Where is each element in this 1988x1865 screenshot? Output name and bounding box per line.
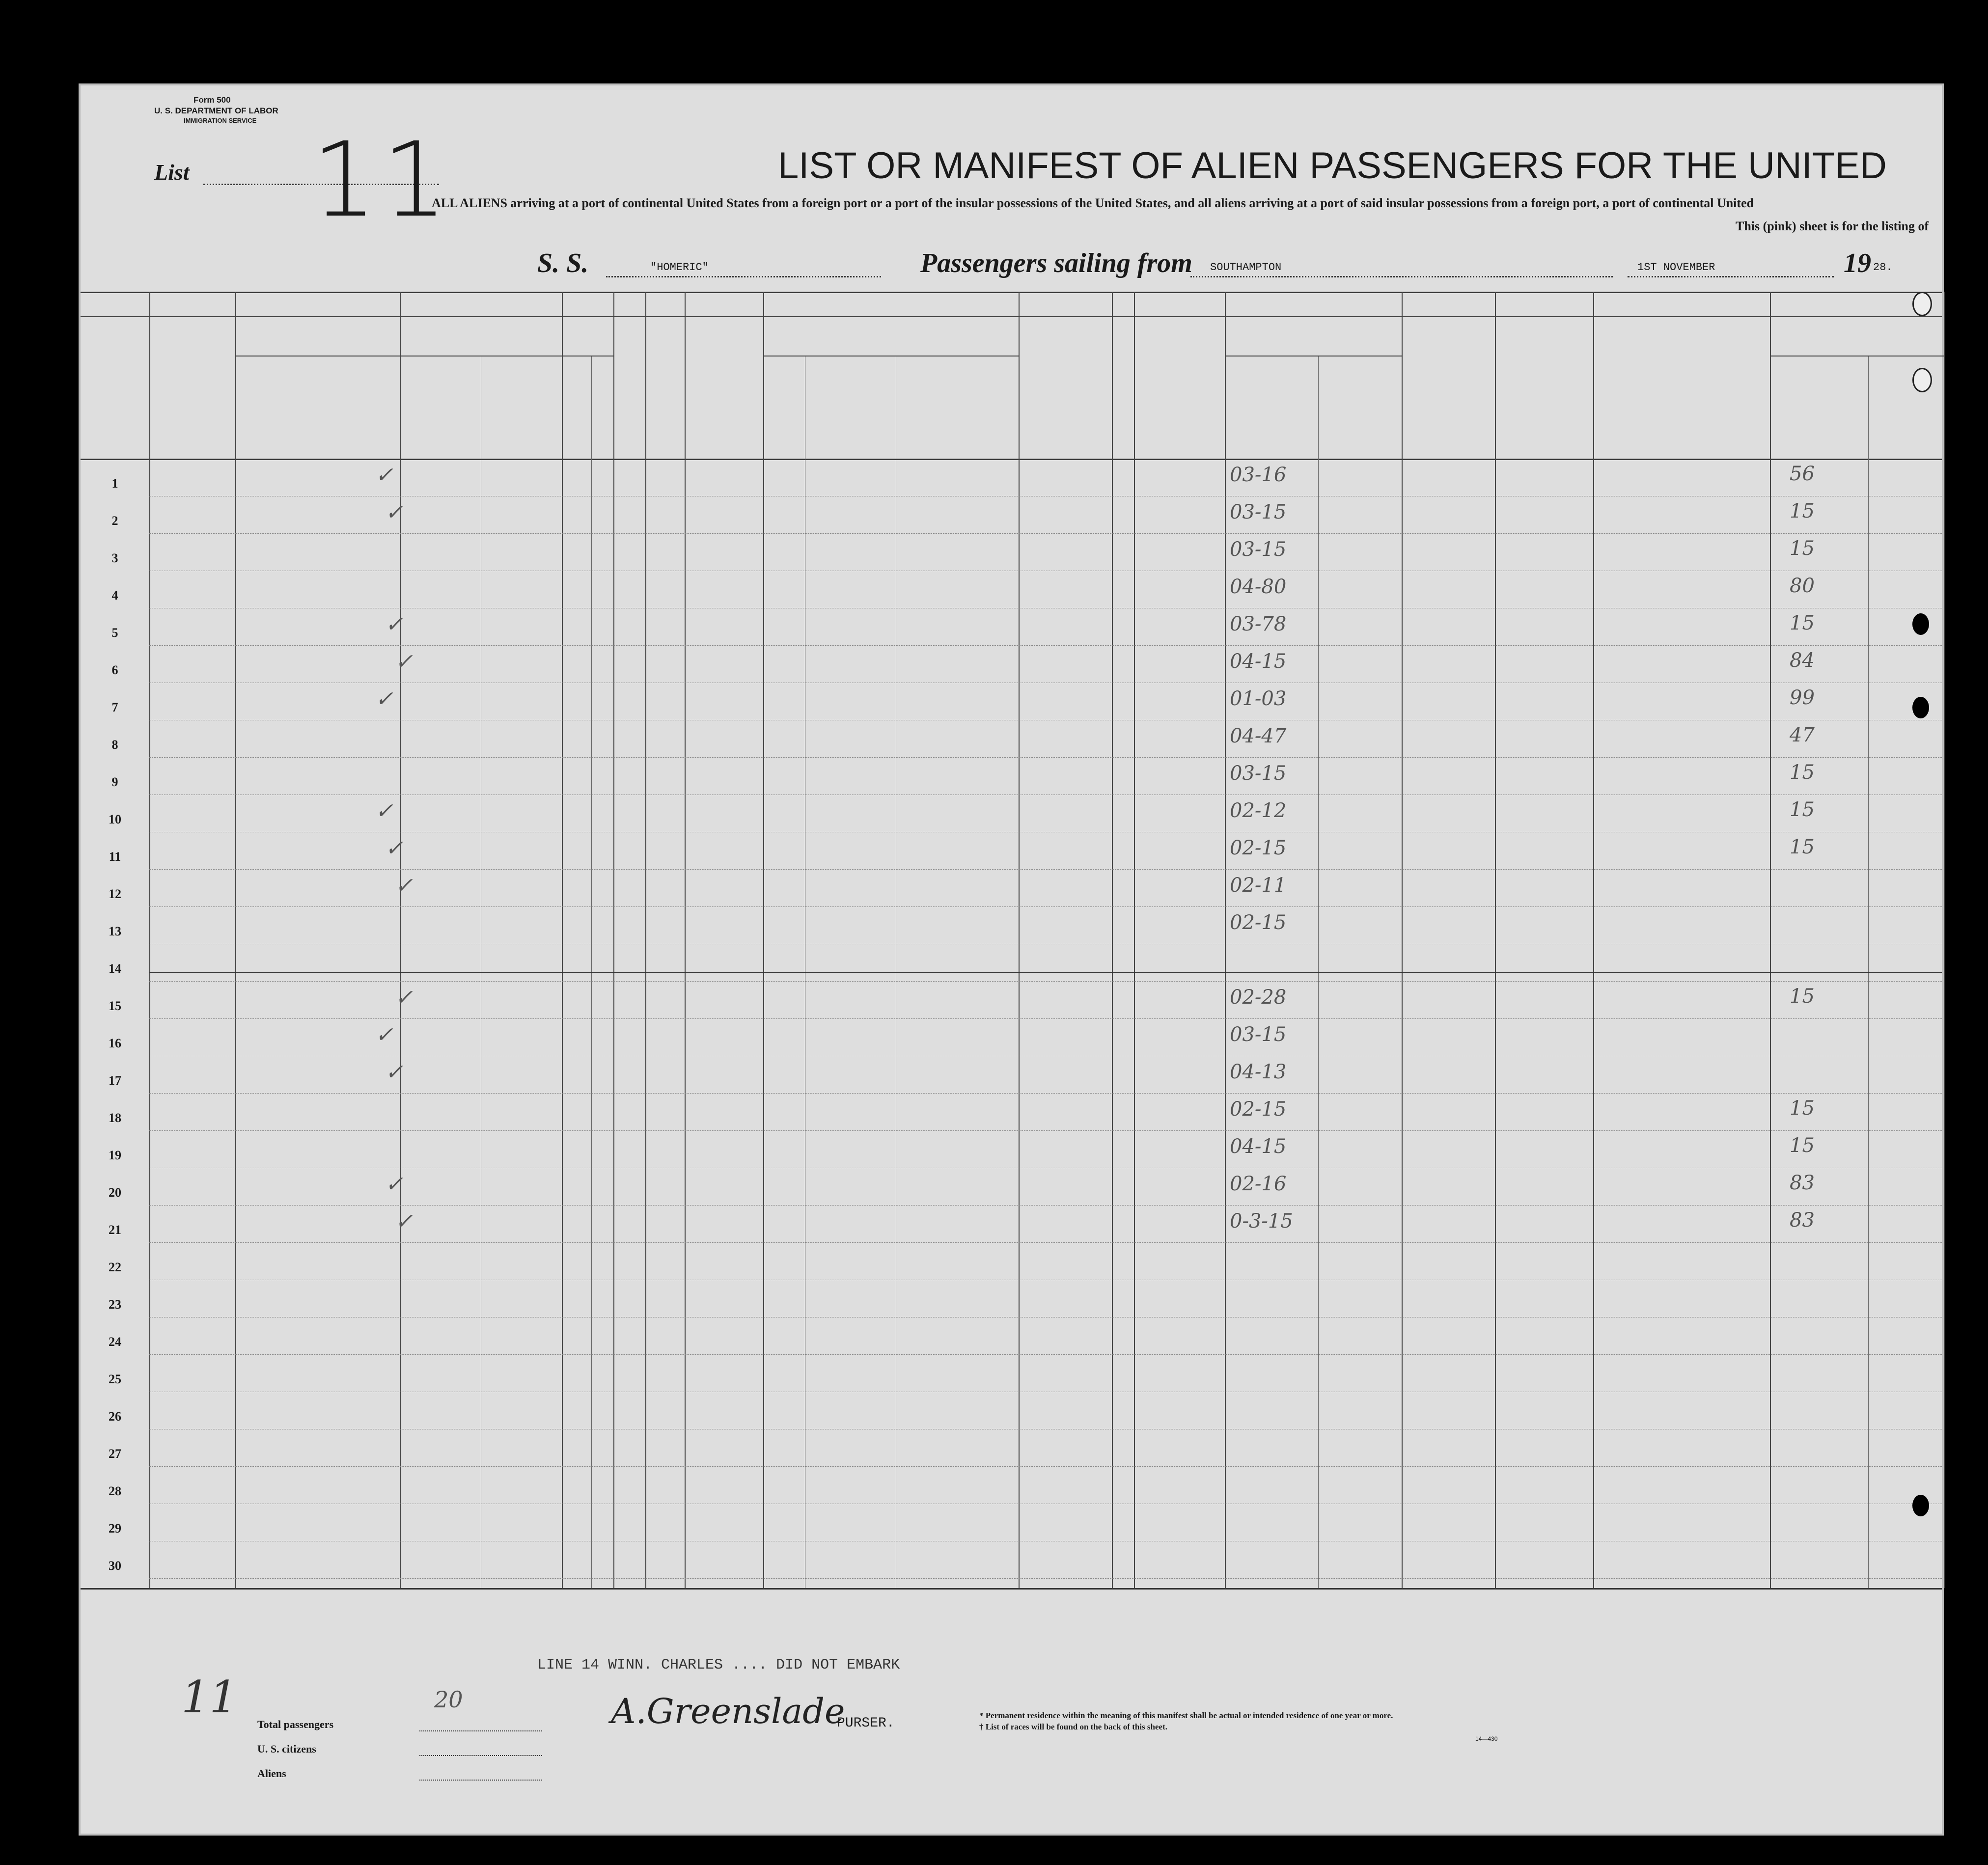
check-mark-icon: ✓ xyxy=(385,500,403,525)
row-number: 25 xyxy=(109,1372,121,1386)
column-divider xyxy=(1593,292,1594,1588)
check-mark-icon: ✓ xyxy=(375,686,393,712)
residence-code-annotation: 15 xyxy=(1790,761,1815,784)
check-mark-icon: ✓ xyxy=(385,1172,403,1197)
birth-code-annotation: 02-11 xyxy=(1230,874,1287,897)
footnote-residence: * Permanent residence within the meaning of this manifest shall be actual or intended residence of one year or more. xyxy=(979,1711,1393,1720)
row-divider xyxy=(149,645,1942,646)
row-number: 6 xyxy=(111,663,118,677)
column-divider xyxy=(1112,292,1113,1588)
row-number: 24 xyxy=(109,1335,121,1349)
column-divider xyxy=(1402,292,1403,1588)
check-mark-icon: ✓ xyxy=(395,985,413,1010)
purser-label: PURSER. xyxy=(837,1716,895,1731)
birth-code-annotation: 02-15 xyxy=(1230,911,1287,934)
form-code: 14—430 xyxy=(1475,1735,1498,1742)
column-divider xyxy=(1944,292,1945,1588)
birth-code-annotation: 03-15 xyxy=(1230,501,1287,523)
list-label: List xyxy=(154,160,190,185)
sailing-label: Passengers sailing from xyxy=(920,248,1192,278)
row-divider xyxy=(149,1354,1942,1355)
check-mark-icon: ✓ xyxy=(385,1060,403,1085)
row-divider xyxy=(149,981,1942,982)
date-underline xyxy=(1628,276,1834,277)
residence-code-annotation: 15 xyxy=(1790,798,1815,821)
row-number: 29 xyxy=(109,1521,121,1536)
residence-code-annotation: 15 xyxy=(1790,500,1815,522)
birth-code-annotation: 04-15 xyxy=(1230,1135,1287,1158)
not-embarked-note: LINE 14 WINN. CHARLES .... DID NOT EMBARK xyxy=(537,1657,900,1673)
residence-code-annotation: 80 xyxy=(1790,575,1815,597)
residence-code-annotation: 15 xyxy=(1790,1097,1815,1120)
sub-column-divider xyxy=(1318,356,1319,1588)
row-number: 22 xyxy=(109,1260,121,1274)
birth-code-annotation: 02-15 xyxy=(1230,1098,1287,1121)
residence-code-annotation: 56 xyxy=(1790,463,1815,485)
residence-group-line xyxy=(1770,356,1944,357)
row-number: 10 xyxy=(109,812,121,826)
header-bottom-border xyxy=(81,459,1942,460)
row-number: 3 xyxy=(111,551,118,565)
row-number: 19 xyxy=(109,1148,121,1162)
column-divider xyxy=(400,292,401,1588)
punch-hole xyxy=(1912,368,1932,392)
birth-code-annotation: 02-28 xyxy=(1230,986,1287,1009)
age-group-line xyxy=(562,356,613,357)
row-divider xyxy=(149,533,1942,534)
column-divider xyxy=(763,292,764,1588)
column-divider xyxy=(235,292,236,1588)
residence-code-annotation: 47 xyxy=(1790,724,1815,746)
table-bottom-border xyxy=(81,1588,1942,1590)
birth-code-annotation: 02-15 xyxy=(1230,837,1287,859)
column-divider xyxy=(685,292,686,1588)
birth-code-annotation: 02-12 xyxy=(1230,799,1287,822)
birth-code-annotation: 04-15 xyxy=(1230,650,1287,673)
birth-code-annotation: 03-15 xyxy=(1230,762,1287,785)
row-divider xyxy=(149,1130,1942,1131)
column-divider xyxy=(1019,292,1020,1588)
name-group-line xyxy=(235,356,562,357)
sailing-date: 1ST NOVEMBER xyxy=(1637,261,1715,274)
total-line xyxy=(419,1730,542,1731)
subtitle-pink-sheet: This (pink) sheet is for the listing of xyxy=(1736,219,1929,233)
row-number: 8 xyxy=(111,738,118,752)
punch-hole xyxy=(1912,697,1929,718)
row-number: 14 xyxy=(109,961,121,976)
row-number: 7 xyxy=(111,700,118,714)
port-underline xyxy=(1190,276,1613,277)
row-number: 18 xyxy=(109,1111,121,1125)
aliens-label: Aliens xyxy=(257,1767,286,1780)
row-number: 4 xyxy=(111,588,118,603)
row-number: 15 xyxy=(109,999,121,1013)
row-number: 27 xyxy=(109,1447,121,1461)
subtitle-all-aliens: ALL ALIENS xyxy=(432,196,507,210)
row-14-strikethrough xyxy=(149,972,1942,973)
total-passengers-label: Total passengers xyxy=(257,1718,334,1730)
check-mark-icon: ✓ xyxy=(395,873,413,898)
manifest-title: LIST OR MANIFEST OF ALIEN PASSENGERS FOR THE UNITED xyxy=(778,145,1887,187)
row-number: 17 xyxy=(109,1073,121,1088)
row-divider xyxy=(149,1018,1942,1019)
residence-code-annotation: 83 xyxy=(1790,1172,1815,1194)
column-divider xyxy=(1134,292,1135,1588)
able-group-line xyxy=(763,356,1019,357)
year-suffix: 28. xyxy=(1873,261,1893,274)
row-number: 1 xyxy=(111,476,118,491)
check-mark-icon: ✓ xyxy=(375,463,393,488)
birth-code-annotation: 03-16 xyxy=(1230,464,1287,486)
row-divider xyxy=(149,1093,1942,1094)
row-number: 11 xyxy=(109,850,121,864)
citizens-line xyxy=(419,1755,542,1756)
row-number: 9 xyxy=(111,775,118,789)
column-divider xyxy=(149,292,150,1588)
form-number: Form 500 xyxy=(193,95,231,105)
punch-hole xyxy=(1912,613,1929,635)
row-divider xyxy=(149,757,1942,758)
column-divider xyxy=(1770,292,1771,1588)
row-divider xyxy=(149,1466,1942,1467)
row-number: 21 xyxy=(109,1223,121,1237)
row-divider xyxy=(149,869,1942,870)
residence-code-annotation: 15 xyxy=(1790,985,1815,1008)
row-divider xyxy=(149,1578,1942,1579)
list-number: 11 xyxy=(311,120,453,240)
service: IMMIGRATION SERVICE xyxy=(184,117,257,124)
check-mark-icon: ✓ xyxy=(385,612,403,637)
punch-hole xyxy=(1912,1495,1929,1516)
manifest-subtitle xyxy=(432,196,1930,211)
check-mark-icon: ✓ xyxy=(395,1209,413,1234)
year-prefix: 19 xyxy=(1844,248,1871,278)
row-number: 12 xyxy=(109,887,121,901)
check-mark-icon: ✓ xyxy=(375,798,393,823)
check-mark-icon: ✓ xyxy=(375,1022,393,1047)
row-number: 20 xyxy=(109,1185,121,1200)
row-number: 2 xyxy=(111,514,118,528)
row-number: 26 xyxy=(109,1409,121,1424)
purser-signature: A.Greenslade xyxy=(611,1691,845,1731)
birth-code-annotation: 03-15 xyxy=(1230,1023,1287,1046)
row-divider xyxy=(149,906,1942,907)
birth-code-annotation: 03-15 xyxy=(1230,538,1287,561)
sub-column-divider xyxy=(1868,356,1869,1588)
ss-label: S. S. xyxy=(537,248,589,278)
total-passengers-value: 20 xyxy=(434,1686,463,1713)
department: U. S. DEPARTMENT OF LABOR xyxy=(154,106,278,115)
row-divider xyxy=(149,1242,1942,1243)
port-name: SOUTHAMPTON xyxy=(1210,261,1282,274)
column-divider xyxy=(1225,292,1226,1588)
row-number: 13 xyxy=(109,924,121,938)
residence-code-annotation: 15 xyxy=(1790,1134,1815,1157)
birth-code-annotation: 01-03 xyxy=(1230,687,1287,710)
check-mark-icon: ✓ xyxy=(385,836,403,861)
column-divider xyxy=(613,292,614,1588)
us-citizens-label: U. S. citizens xyxy=(257,1743,316,1755)
row-number: 23 xyxy=(109,1297,121,1312)
row-number: 16 xyxy=(109,1036,121,1050)
row-divider xyxy=(149,1205,1942,1206)
manifest-table xyxy=(81,292,1942,1740)
row-number: 5 xyxy=(111,626,118,640)
birth-code-annotation: 02-16 xyxy=(1230,1173,1287,1195)
manifest-sheet xyxy=(79,83,1944,1836)
birth-code-annotation: 04-13 xyxy=(1230,1061,1287,1083)
birth-code-annotation: 04-80 xyxy=(1230,576,1287,598)
footnote-races: † List of races will be found on the back of this sheet. xyxy=(979,1722,1167,1731)
residence-code-annotation: 84 xyxy=(1790,649,1815,672)
table-top-border xyxy=(81,292,1942,293)
row-number: 30 xyxy=(109,1559,121,1573)
birth-code-annotation: 0-3-15 xyxy=(1230,1210,1293,1233)
ship-name: "HOMERIC" xyxy=(650,261,709,274)
check-mark-icon: ✓ xyxy=(395,649,413,674)
residence-code-annotation: 99 xyxy=(1790,686,1815,709)
row-number: 28 xyxy=(109,1484,121,1498)
punch-hole xyxy=(1912,292,1932,316)
residence-code-annotation: 15 xyxy=(1790,537,1815,560)
residence-code-annotation: 83 xyxy=(1790,1209,1815,1232)
header-divider xyxy=(81,316,1942,317)
ship-underline xyxy=(606,276,881,277)
birth-code-annotation: 04-47 xyxy=(1230,725,1287,747)
column-divider xyxy=(562,292,563,1588)
sub-column-divider xyxy=(591,356,592,1588)
residence-code-annotation: 15 xyxy=(1790,836,1815,858)
column-divider xyxy=(645,292,646,1588)
aliens-line xyxy=(419,1780,542,1781)
birth-code-annotation: 03-78 xyxy=(1230,613,1287,635)
column-divider xyxy=(1495,292,1496,1588)
residence-code-annotation: 15 xyxy=(1790,612,1815,634)
birth-group-line xyxy=(1225,356,1402,357)
corner-mark: 11 xyxy=(181,1672,238,1723)
subtitle-text: arriving at a port of continental United States from a foreign port or a port of the insular possessions of the United States, and all aliens arriving at a port of said insular possessions from a foreign port, a port of continental United xyxy=(510,196,1754,210)
